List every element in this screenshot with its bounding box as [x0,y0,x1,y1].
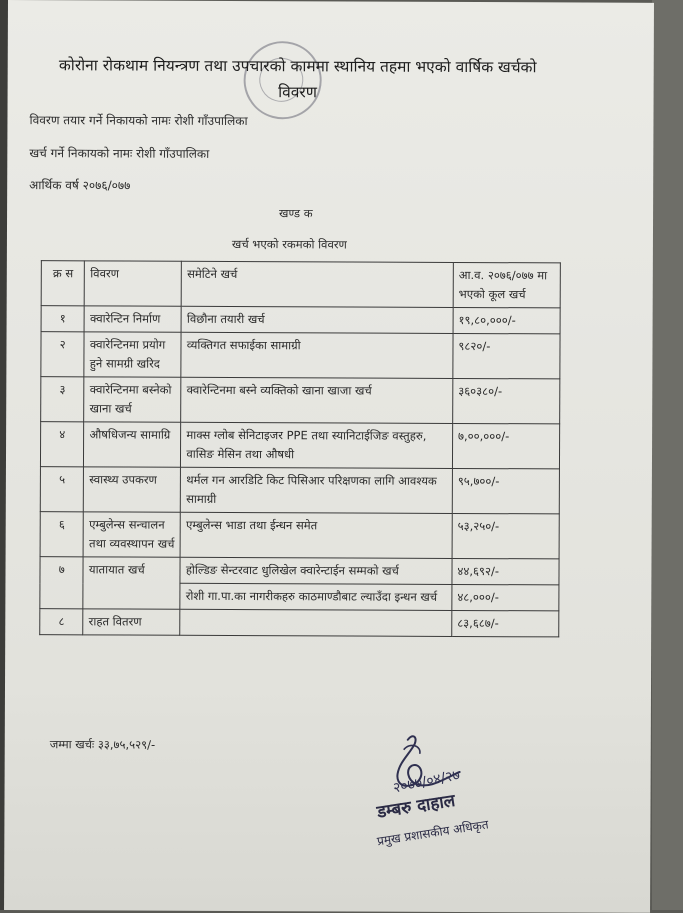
signatory-designation: प्रमुख प्रशासकीय अधिकृत [376,817,490,849]
table-row [40,557,559,585]
cell-sn: ४ [40,422,84,467]
cell-item: होल्डिङ सेन्टरवाट धुलिखेल क्वारेन्टाईन सम्मको खर्च [180,557,452,584]
cell-amount: ४८,०००/- [452,584,559,610]
document-title: कोरोना रोकथाम नियन्त्रण तथा उपचारको काममा स्थानिय तहमा भएको वार्षिक खर्चको विवरण [58,56,537,102]
cell-sn: ७ [40,557,84,609]
cell-sn: ६ [40,512,84,557]
cell-item: रोशी गा.पा.का नागरीकहरु काठमाण्डौबाट ल्याउँदा इन्धन खर्च [180,583,452,610]
cell-description: स्वास्थ्य उपकरण [84,467,181,512]
document-page [4,0,654,913]
cell-amount: ४४,६९२/- [452,558,559,584]
table-row [41,332,560,379]
total-expense: जम्मा खर्चः ३३,७५,५२९/- [49,737,156,752]
cell-amount: ७,००,०००/- [452,423,559,468]
cell-description: क्वारेन्टिन निर्माण [84,306,181,332]
cell-item: माक्स ग्लोब सेनिटाइजर PPE तथा स्यानिटाईजिङ वस्तुहरु, वासिङ मेसिन तथा औषधी [181,422,453,468]
cell-description: यातायात खर्च [83,557,180,609]
cell-description: राहत वितरण [83,609,180,635]
cell-item: एम्बुलेन्स भाडा तथा ईन्धन समेत [180,512,452,558]
cell-amount: ५३,२५०/- [452,513,559,558]
table-row [40,609,559,637]
cell-description: औषधिजन्य सामाग्रि [84,422,181,467]
cell-description: एम्बुलेन्स सन्चालन तथा व्यवस्थापन खर्च [83,512,180,557]
cell-sn: ३ [41,377,85,422]
signature-date: २०७७/०४/२७ [391,767,462,797]
spent-by-line: खर्च गर्ने निकायको नामः रोशी गाँउपालिका [29,146,210,161]
cell-item: विछौना तयारी खर्च [181,306,453,333]
header-amount: आ.व. २०७६/०७७ मा भएको कूल खर्च [453,262,560,307]
cell-sn: २ [41,332,85,377]
cell-item: व्यक्तिगत सफाईका सामाग्री [181,332,453,378]
cell-amount: ९८२०/- [453,333,560,378]
cell-item: क्वारेन्टिनमा बस्ने व्यक्तिको खाना खाजा खर्च [181,377,453,423]
cell-description: क्वारेन्टिनमा बस्नेको खाना खर्च [84,377,181,422]
cell-amount: ९५,७००/- [452,468,559,513]
cell-sn: १ [41,306,85,332]
cell-item [180,609,452,636]
fiscal-year-line: आर्थिक वर्ष २०७६/०७७ [29,178,131,193]
background-right-edge [652,0,683,910]
table-row [41,377,560,424]
table-header-row [41,261,560,308]
header-items: समेटिने खर्च [181,261,453,307]
section-heading: खण्ड क [279,206,313,221]
cell-sn: ८ [40,609,84,635]
table-row [40,422,559,469]
table-row [40,467,559,514]
cell-description: क्वारेन्टिनमा प्रयोग हुने सामग्री खरिद [84,332,181,377]
table-row [40,512,559,559]
expense-table [39,260,561,637]
cell-item: थर्मल गन आरडिटि किट पिसिआर परिक्षणका लागि आवश्यक सामाग्री [181,467,453,513]
cell-amount: ३६०३८०/- [453,378,560,423]
table-row [41,306,560,334]
cell-amount: १९,८०,०००/- [453,307,560,333]
cell-sn: ५ [40,467,84,512]
cell-amount: ८३,६८७/- [452,610,559,636]
signatory-name: डम्बरु दाहाल [375,790,457,823]
table-title: खर्च भएको रकमको विवरण [231,236,347,252]
prepared-by-line: विवरण तयार गर्ने निकायको नामः रोशी गाँउपालिका [29,113,248,129]
header-sn: क्र स [41,261,85,306]
header-description: विवरण [85,261,182,306]
